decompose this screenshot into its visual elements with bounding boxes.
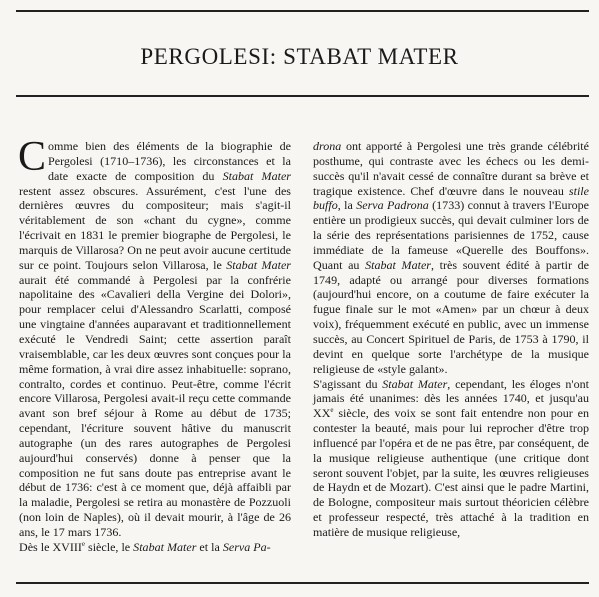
text-run: , la xyxy=(337,198,357,213)
italic-run: Serva Padrona xyxy=(356,198,429,213)
text-run: siècle, le xyxy=(85,539,134,554)
italic-run: Stabat Mater xyxy=(365,257,431,272)
italic-run: Stabat Mater xyxy=(226,257,291,272)
top-rule xyxy=(16,10,589,12)
left-paragraph-1 xyxy=(18,134,291,540)
text-run: restent assez obscures. Assurément, c'est l'une des dernières œuvres du compositeur; mais s'agit-il véritablement de son «chant du cygne», comme l'écrivait en 1831 le premier biographe de Pergolesi, le marquis de Villarosa? On ne peut avoir aucune certitude sur ce point. Toujours selon Villarosa, le xyxy=(19,183,291,272)
italic-run: Serva Pa- xyxy=(222,539,271,554)
drop-cap: C xyxy=(18,134,47,180)
text-run: , très souvent édité à partir de 1749, adapté ou arrangé pour diverses formations (aujourd'hui encore, on a coutume de faire exécuter la fugue finale sur le mot «Amen» par un chœur à deux voix), fréquemment exécuté en public, avec un immense succès, au Concert Spirituel de Paris, de 1753 à 1790, il devint en quelque sorte l'archétype de la musique religieuse de «style galant». xyxy=(313,257,589,376)
text-run: omme bien des éléments de la biographie de Pergolesi (1710–1736), les circonstances et la date exacte de composition du xyxy=(48,139,291,183)
text-run: aurait été commandé à Pergolesi par la confrérie napolitaine des «Cavalieri della Vergine dei Dolori», pour remplacer celui d'Alessandro Scarlatti, composé une vingtaine d'années auparavant et traditionnellement exécuté le Vendredi Saint; cette assertion paraît vraisemblable, car les deux œuvres sont conçues pour la même formation, à vrai dire assez inhabituelle: soprano, contralto, cordes et continuo. Peut-être, comme l'écrit encore Villarosa, Pergolesi avait-il reçu cette commande avant son bref séjour à Rome au début de 1735; cependant, l'écriture souvent hâtive du manuscrit autographe (un des rares autographes de Pergolesi aujourd'hui conservés) donne à penser que la composition ne fut sans doute pas entreprise avant le début de 1736: c'est à ce moment que, déjà affaibli par la maladie, Pergolesi se retira au monastère de Pozzuoli (non loin de Naples), où il devait mourir, à l'âge de 26 ans, le 17 mars 1736. xyxy=(19,272,291,539)
left-column xyxy=(18,134,291,555)
right-column xyxy=(313,139,589,540)
text-run: Dès le XVIII xyxy=(19,539,82,554)
bottom-rule xyxy=(16,582,589,584)
italic-run: Stabat Mater xyxy=(133,539,197,554)
right-paragraph-2 xyxy=(313,377,589,540)
text-run: S'agissant du xyxy=(313,376,383,391)
right-paragraph-1 xyxy=(313,139,589,377)
superscript: e xyxy=(81,539,85,548)
italic-run: stile buffo xyxy=(313,183,589,213)
italic-run: drona xyxy=(313,139,342,153)
text-run: , cependant, les éloges n'ont jamais été unanimes: dès les années 1740, et jusqu'au XX xyxy=(313,376,589,421)
superscript: e xyxy=(330,406,334,415)
italic-run: Stabat Mater xyxy=(382,376,448,391)
text-run: siècle, des voix se sont fait entendre non pour en contester la beauté, mais pour lui reprocher d'être trop influencé par l'opéra et de ne pas être, par conséquent, de la musique religieuse authentique (une critique dont seront souvent l'objet, par la suite, les œuvres religieuses de Haydn et de Mozart). C'est ainsi que le padre Martini, de Bologne, compositeur mais surtout théoricien célèbre et professeur respecté, très attaché à la tradition en matière de musique religieuse, xyxy=(313,406,589,539)
text-run: et la xyxy=(196,539,223,554)
page-title: PERGOLESI: STABAT MATER xyxy=(140,44,459,69)
italic-run: Stabat Mater xyxy=(222,168,291,183)
left-paragraph-2 xyxy=(19,540,291,555)
title-rule xyxy=(16,95,589,97)
text-run: ont apporté à Pergolesi une très grande célébrité posthume, qui contraste avec les échecs ou les demi-succès qu'il n'avait cessé de connaître durant sa brève et tragique existence. Chef d'œuvre dans le nouveau xyxy=(313,139,589,198)
text-run: (1733) connut à travers l'Europe entière un prodigieux succès, qui devait culminer lors de la série des représentations parisiennes de 1752, cause immédiate de la fameuse «Querelle des Bouffons». Quant au xyxy=(313,198,589,272)
left-paragraph-1-text xyxy=(18,134,291,539)
